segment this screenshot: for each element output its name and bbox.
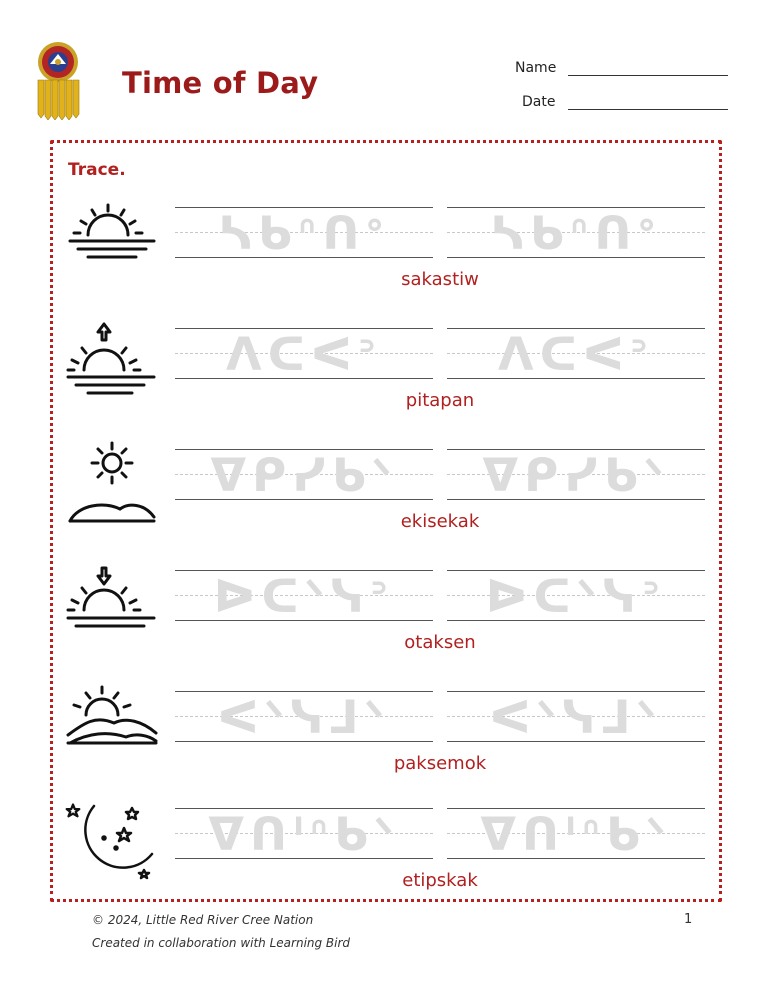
trace-syllabics: ᐱᑕᐸᐣ <box>225 329 383 379</box>
trace-box[interactable] <box>447 207 705 259</box>
trace-row <box>0 808 773 918</box>
copyright-text: © 2024, Little Red River Cree Nation <box>92 913 314 927</box>
trace-syllabics: ᐸᐠᓭᒧᐠ <box>217 692 391 742</box>
page-title: Time of Day <box>122 66 319 100</box>
trace-box[interactable] <box>175 207 433 259</box>
trace-row <box>0 207 773 317</box>
trace-box[interactable] <box>175 449 433 501</box>
word-label: sakastiw <box>401 269 479 290</box>
trace-syllabics: ᐁᑭᓯᑲᐠ <box>210 450 398 500</box>
name-field[interactable] <box>568 75 728 76</box>
trace-syllabics: ᓴᑲᐢᑎᐤ <box>490 208 662 258</box>
trace-box[interactable] <box>447 570 705 622</box>
instruction: Trace. <box>68 160 126 180</box>
trace-syllabics: ᐁᑎᑊᐢᑲᐠ <box>208 809 400 859</box>
trace-box[interactable] <box>447 808 705 860</box>
sun-over-hills-icon <box>64 441 160 533</box>
name-label: Name <box>515 60 557 76</box>
trace-syllabics: ᐸᐠᓭᒧᐠ <box>489 692 663 742</box>
sunrise-icon <box>64 199 160 291</box>
trace-syllabics: ᐅᑕᐠᓭᐣ <box>213 571 395 621</box>
nation-logo <box>30 40 86 120</box>
sunset-arrow-icon <box>64 562 160 654</box>
trace-box[interactable] <box>175 808 433 860</box>
trace-box[interactable] <box>447 691 705 743</box>
trace-row <box>0 328 773 438</box>
date-field[interactable] <box>568 109 728 110</box>
date-label: Date <box>522 94 556 110</box>
trace-syllabics: ᐱᑕᐸᐣ <box>497 329 655 379</box>
trace-row <box>0 570 773 680</box>
trace-box[interactable] <box>447 449 705 501</box>
word-label: otaksen <box>404 632 476 653</box>
sun-behind-mountains-icon <box>64 683 160 775</box>
trace-syllabics: ᐁᑭᓯᑲᐠ <box>482 450 670 500</box>
trace-syllabics: ᓴᑲᐢᑎᐤ <box>218 208 390 258</box>
trace-box[interactable] <box>175 570 433 622</box>
moon-stars-icon <box>64 800 160 892</box>
page-number: 1 <box>684 912 693 927</box>
trace-row <box>0 691 773 801</box>
word-label: paksemok <box>393 753 487 774</box>
trace-syllabics: ᐅᑕᐠᓭᐣ <box>485 571 667 621</box>
trace-box[interactable] <box>447 328 705 380</box>
sun-rising-arrow-icon <box>64 320 160 412</box>
collaboration-text: Created in collaboration with Learning Bird <box>92 936 351 950</box>
trace-box[interactable] <box>175 691 433 743</box>
trace-syllabics: ᐁᑎᑊᐢᑲᐠ <box>480 809 672 859</box>
trace-box[interactable] <box>175 328 433 380</box>
word-label: etipskak <box>402 870 478 891</box>
word-label: pitapan <box>405 390 475 411</box>
word-label: ekisekak <box>400 511 480 532</box>
trace-row <box>0 449 773 559</box>
